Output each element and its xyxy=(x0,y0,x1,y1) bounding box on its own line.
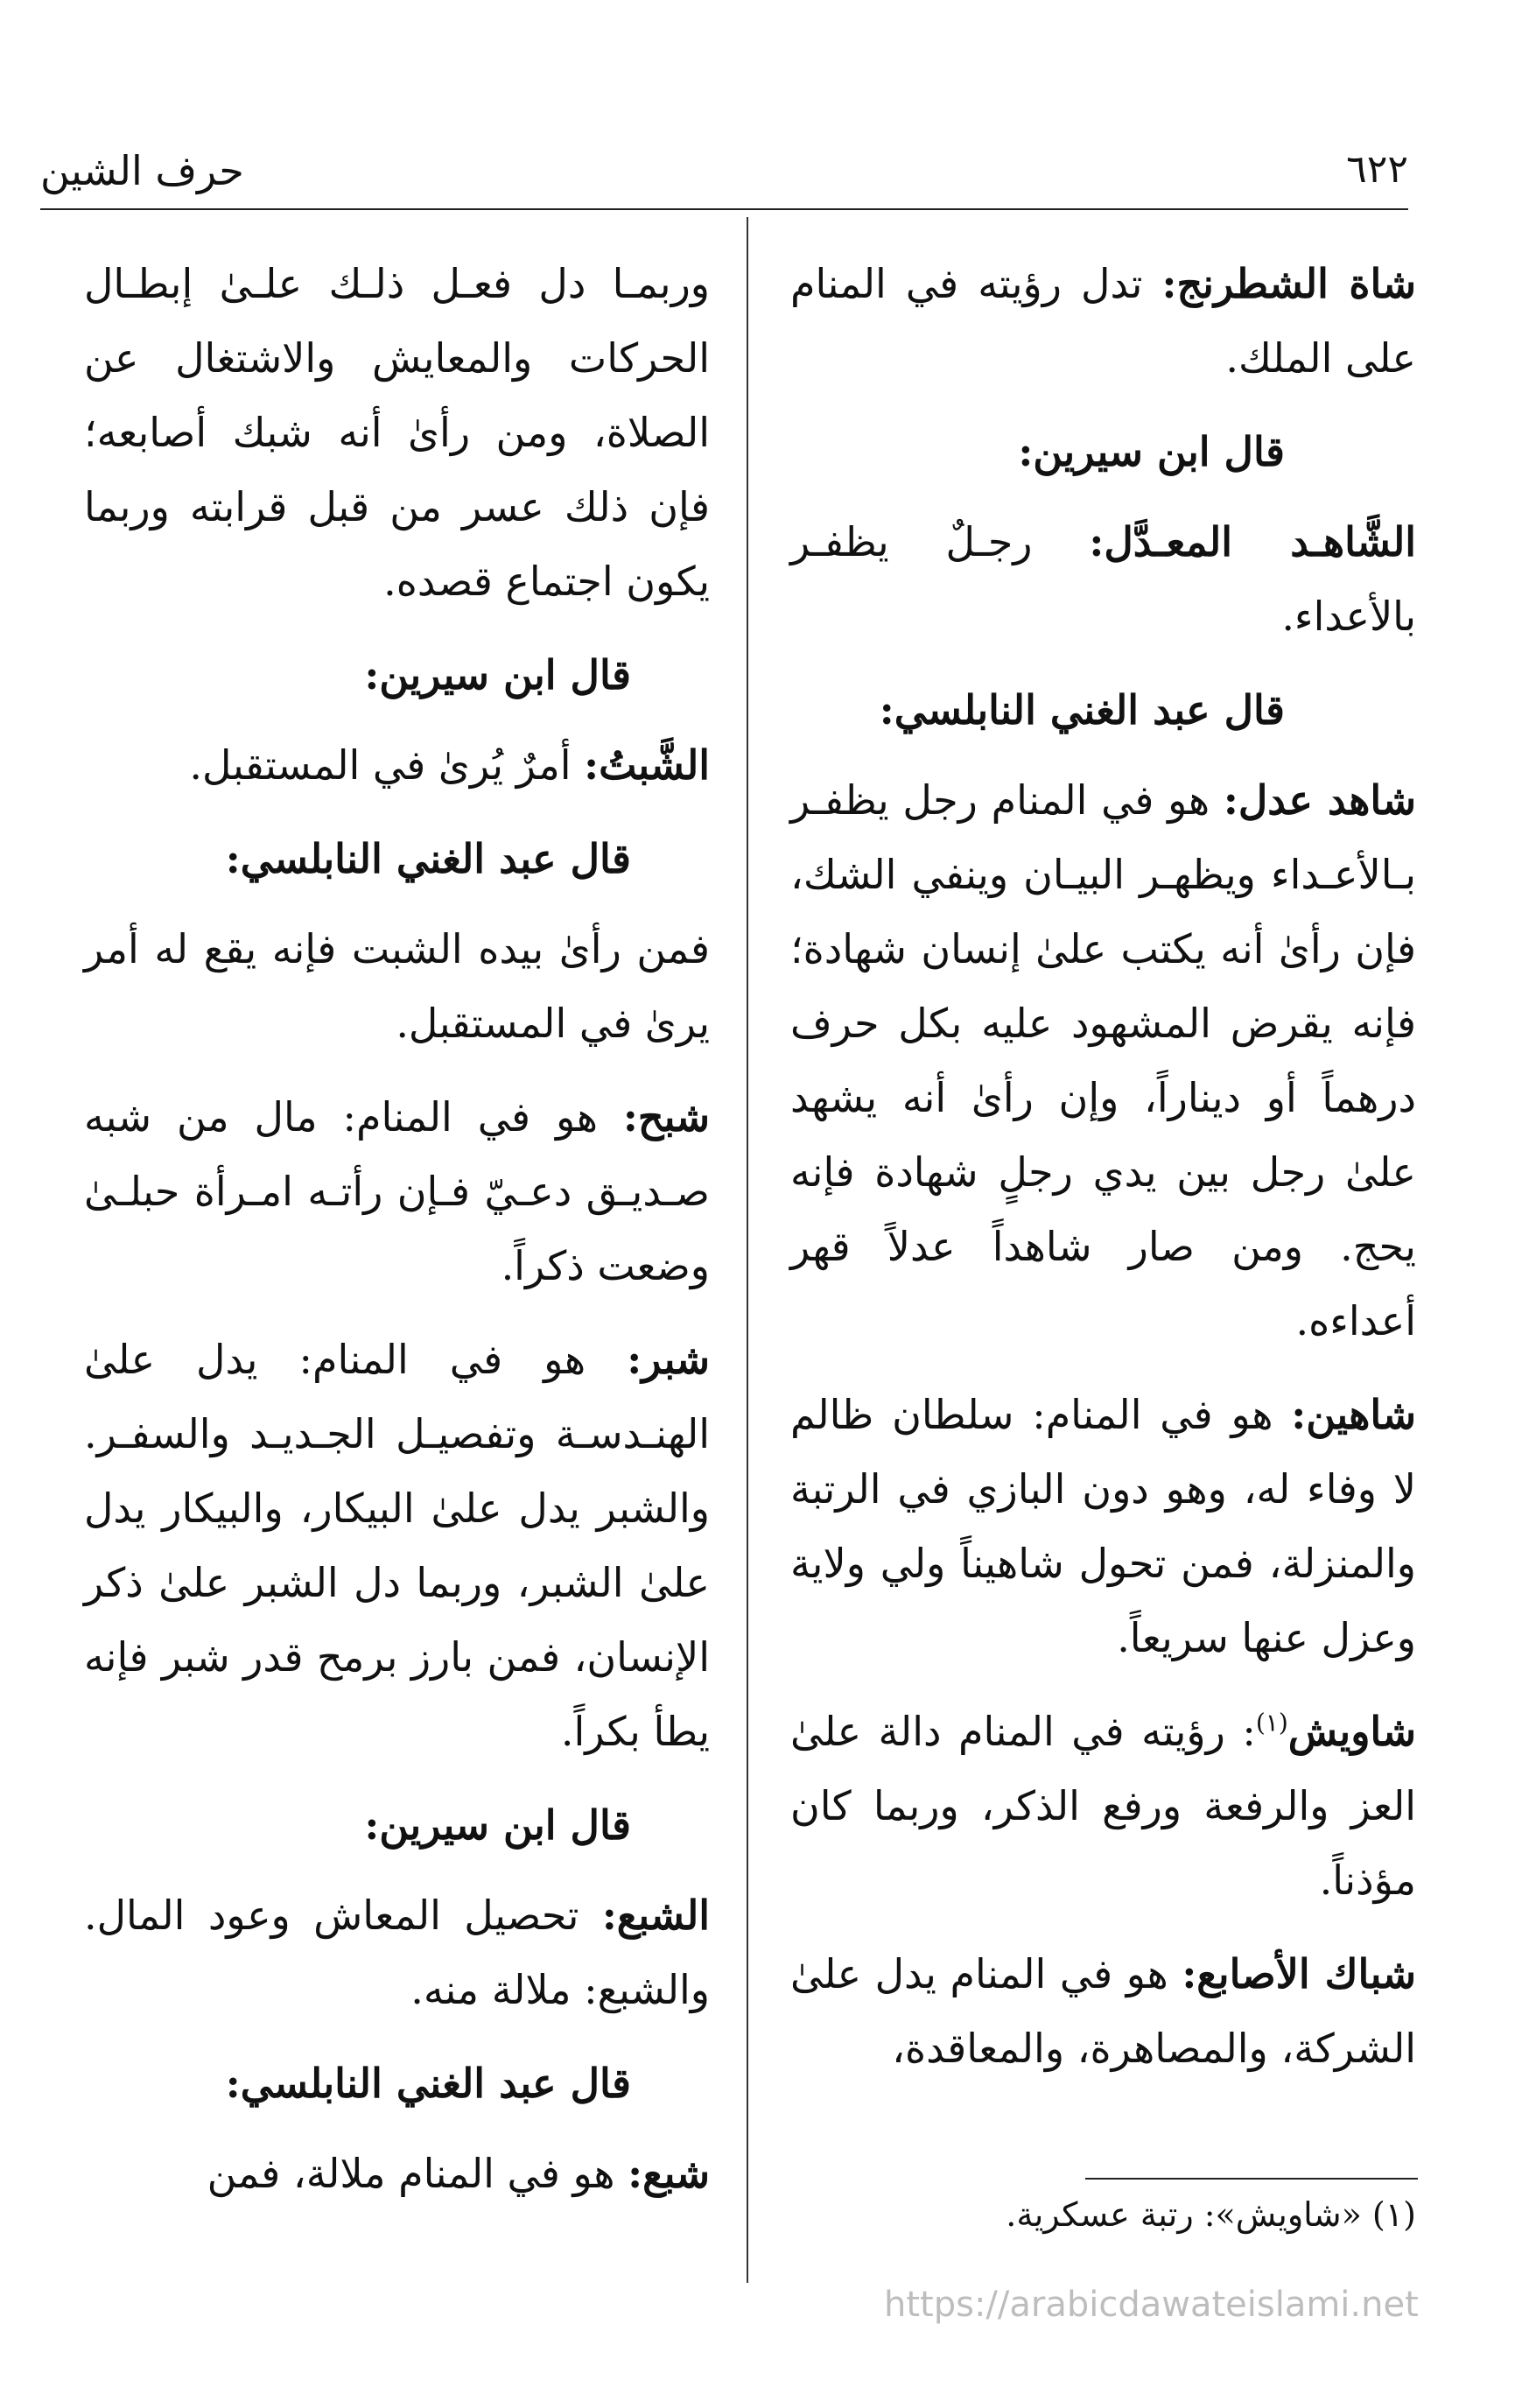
footnote-text: «شاويش»: رتبة عسكرية. xyxy=(1006,2195,1372,2234)
page-header xyxy=(40,147,1408,208)
column-divider xyxy=(747,217,748,2283)
entry-term: شاة الشطرنج: xyxy=(1161,260,1416,307)
section-heading: قال ابن سيرين: xyxy=(364,1801,631,1849)
entry-shah-shatranj xyxy=(790,247,1416,396)
entry-shahid-adl xyxy=(790,763,1416,1358)
entry-text: رجـلٌ يظفـر بالأعداء. xyxy=(790,518,1416,640)
entry-shabat xyxy=(84,728,710,803)
footnote-rule xyxy=(1085,2178,1418,2180)
entry-text: هو في المنام: سلطان ظالم لا وفاء له، وهو دون البازي في الرتبة والمنزلة، فمن تحول شاهيناً ولي ولاية وعزل عنها سريعاً. xyxy=(790,1391,1416,1661)
section-heading: قال ابن سيرين: xyxy=(364,651,631,699)
running-title: حرف الشين xyxy=(40,147,244,194)
entry-text: أمرٌ يُرىٰ في المستقبل. xyxy=(189,741,585,789)
entry-text: هو في المنام: يدل علىٰ الهنـدسـة وتفصيـل الجـديـد والسفـر. والشبر يدل علىٰ البيكار، والبيكار يدل علىٰ الشبر، وربما دل الشبر علىٰ ذكر الإنسان، فمن بارز برمح قدر شبر فإنه يطأ بكراً. xyxy=(84,1336,710,1755)
entry-shubbak-asabi xyxy=(790,1937,1416,2086)
entry-shabat-nabulsi: فمن رأىٰ بيده الشبت فإنه يقع له أمر يرىٰ في المستقبل. xyxy=(84,925,710,1047)
section-heading: قال عبد الغني النابلسي: xyxy=(225,2060,631,2107)
entry-shiba xyxy=(84,1878,710,2027)
right-column xyxy=(790,247,1416,2105)
footnote-marker: (١) xyxy=(1255,1708,1288,1738)
entry-shabah xyxy=(84,1080,710,1303)
entry-text: هو في المنام يدل علىٰ الشركة، والمصاهرة، والمعاقدة، xyxy=(790,1950,1416,2072)
entry-term: شاهد عدل: xyxy=(1223,776,1416,824)
section-heading: قال ابن سيرين: xyxy=(1018,428,1285,475)
entry-term: الشَّبتُ: xyxy=(584,741,710,789)
entry-term: شاهين: xyxy=(1291,1391,1416,1438)
page-number: ٦٢٢ xyxy=(1346,147,1408,192)
entry-term: شبر: xyxy=(627,1336,710,1383)
entry-shahid-muaddal xyxy=(790,505,1416,654)
entry-term: شبع: xyxy=(628,2150,710,2197)
section-heading: قال عبد الغني النابلسي: xyxy=(879,686,1285,734)
entry-term: الشبع: xyxy=(601,1892,710,1939)
section-heading: قال عبد الغني النابلسي: xyxy=(225,835,631,882)
entry-term: الشَّاهـد المعـدَّل: xyxy=(1089,518,1416,565)
entry-text: هو في المنام: مال من شبه صـديـق دعـيّ فـإن رأتـه امـرأة حبلـىٰ وضعت ذكراً. xyxy=(84,1093,710,1289)
header-rule xyxy=(40,208,1408,210)
left-column xyxy=(84,247,710,2230)
entry-shiba-nabulsi xyxy=(84,2137,710,2211)
footnote xyxy=(875,2188,1416,2241)
entry-text: : رؤيته في المنام دالة علىٰ العز والرفعة ورفع الذكر، وربما كان مؤذناً. xyxy=(790,1708,1416,1904)
entry-term: شاويش xyxy=(1287,1708,1416,1755)
footnote-number: (١) xyxy=(1371,2195,1416,2234)
entry-continuation: وربمـا دل فعـل ذلـك علـىٰ إبطـال الحركات والمعايش والاشتغال عن الصلاة، ومن رأىٰ أنه شبك أصابعه؛ فإن ذلك عسر من قبل قرابته وربما يكون اجتماع قصده. xyxy=(84,260,710,605)
entry-text: هو في المنام رجل يظفـر بـالأعـداء ويظهـر البيـان وينفي الشك، فإن رأىٰ أنه يكتب علىٰ إنسان شهادة؛ فإنه يقرض المشهود عليه بكل حرف درهماً أو ديناراً، وإن رأىٰ أنه يشهد علىٰ رجل بين يدي رجلٍ شهادة فإنه يحج. ومن صار شاهداً عدلاً قهر أعداءه. xyxy=(790,776,1416,1344)
entry-text: تدل رؤيته في المنام على الملك. xyxy=(790,260,1416,382)
entry-term: شبح: xyxy=(622,1093,710,1141)
entry-term: شباك الأصابع: xyxy=(1182,1950,1416,1997)
watermark-url: https://arabicdawateislami.net xyxy=(884,2285,1419,2325)
entry-text: تحصيل المعاش وعود المال. والشبع: ملالة منه. xyxy=(84,1892,710,2013)
entry-shahin xyxy=(790,1378,1416,1675)
entry-text: هو في المنام ملالة، فمن xyxy=(207,2150,628,2197)
entry-shibr xyxy=(84,1323,710,1769)
entry-shawish xyxy=(790,1695,1416,1918)
